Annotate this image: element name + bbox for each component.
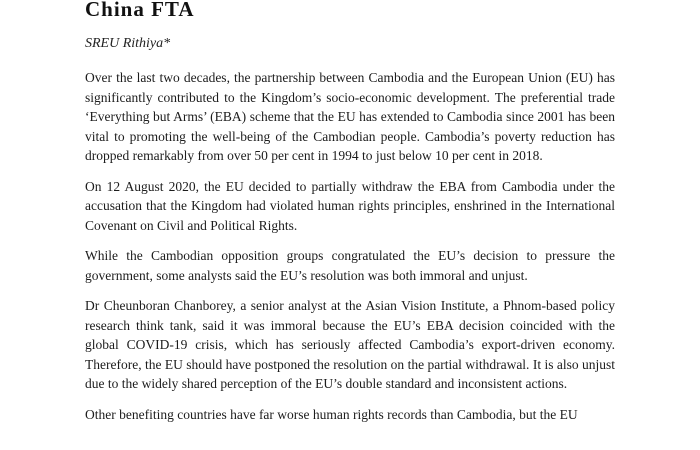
paragraph-intro-eba-partnership: Over the last two decades, the partnership between Cambodia and the European Union (EU) has significantly contributed to the Kingdom’s socio-economic development. The preferential trade ‘Everything but Arms’ (EBA) scheme that the EU has extended to Cambodia since 2001 has been vital to promoting the well-being of the Cambodian people. Cambodia’s poverty reduction has dropped remarkably from over 50 per cent in 1994 to just below 10 per cent in 2018.: [85, 70, 615, 163]
author-byline: SREU Rithiya*: [85, 36, 171, 51]
paragraph-opposition-reaction: While the Cambodian opposition groups congratulated the EU’s decision to pressure the government, some analysts said the EU’s resolution was both immoral and unjust.: [85, 248, 615, 283]
page-title: China FTA: [85, 0, 195, 21]
paragraph-double-standard-partial: Other benefiting countries have far worse human rights records than Cambodia, but the EU: [85, 406, 578, 422]
paragraph-eba-withdrawal: On 12 August 2020, the EU decided to partially withdraw the EBA from Cambodia under the accusation that the Kingdom had violated human rights principles, enshrined in the International Covenant on Civil and Political Rights.: [85, 178, 615, 233]
paragraph-analyst-quote: Dr Cheunboran Chanborey, a senior analyst at the Asian Vision Institute, a Phnom-based policy research think tank, said it was immoral because the EU’s EBA decision coincided with the global COVID-19 crisis, which has seriously affected Cambodia’s export-driven economy. Therefore, the EU should have postponed the resolution on the partial withdrawal. It is also unjust due to the widely shared perception of the EU’s double standard and inconsistent actions.: [85, 298, 615, 391]
